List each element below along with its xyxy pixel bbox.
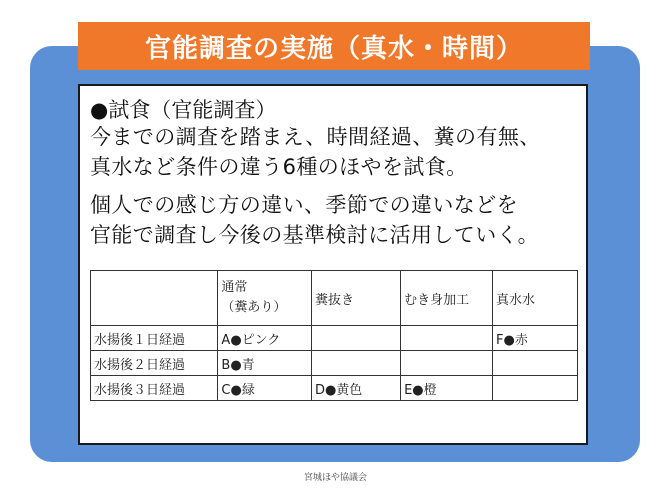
table-header-cell: 真水水 (493, 271, 578, 326)
header-normal-label: 通常 （糞あり） (221, 280, 287, 315)
table-cell (311, 351, 400, 376)
table-cell: 水揚後２日経過 (91, 351, 218, 376)
table-header-row (91, 271, 578, 326)
table-cell: E●橙 (401, 376, 493, 401)
table-header-cell (91, 271, 218, 326)
table-cell (401, 351, 493, 376)
table-cell: B●青 (218, 351, 312, 376)
paragraph-1 (90, 122, 584, 182)
tasting-table (90, 270, 578, 401)
table-cell (493, 351, 578, 376)
table-cell: C●緑 (218, 376, 312, 401)
table-cell: D●黄色 (311, 376, 400, 401)
section-heading: ●試食（官能調査） (90, 98, 277, 122)
table-cell: F●赤 (493, 326, 578, 351)
paragraph-2 (90, 190, 584, 250)
paragraph-line: 今までの調査を踏まえ、時間経過、糞の有無、 (90, 125, 541, 149)
table-row (91, 351, 578, 376)
paragraph-line: 個人での感じ方の違い、季節での違いなどを (90, 193, 518, 217)
table-header-cell: 糞抜き (311, 271, 400, 326)
content-box (78, 84, 588, 445)
table-row (91, 326, 578, 351)
paragraph-line: 真水など条件の違う6種のほやを試食。 (90, 155, 468, 179)
footer-organization: 宮城ほや協議会 (303, 473, 367, 483)
table-cell (493, 376, 578, 401)
table-header-cell (218, 271, 312, 326)
slide-title: 官能調査の実施（真水・時間） (78, 22, 590, 70)
table-cell (401, 326, 493, 351)
paragraph-line: 官能で調査し今後の基準検討に活用していく。 (90, 223, 539, 247)
table-row (91, 376, 578, 401)
table-cell (311, 326, 400, 351)
table-cell: 水揚後３日経過 (91, 376, 218, 401)
table-cell: A●ピンク (218, 326, 312, 351)
table-cell: 水揚後１日経過 (91, 326, 218, 351)
table-header-cell: むき身加工 (401, 271, 493, 326)
